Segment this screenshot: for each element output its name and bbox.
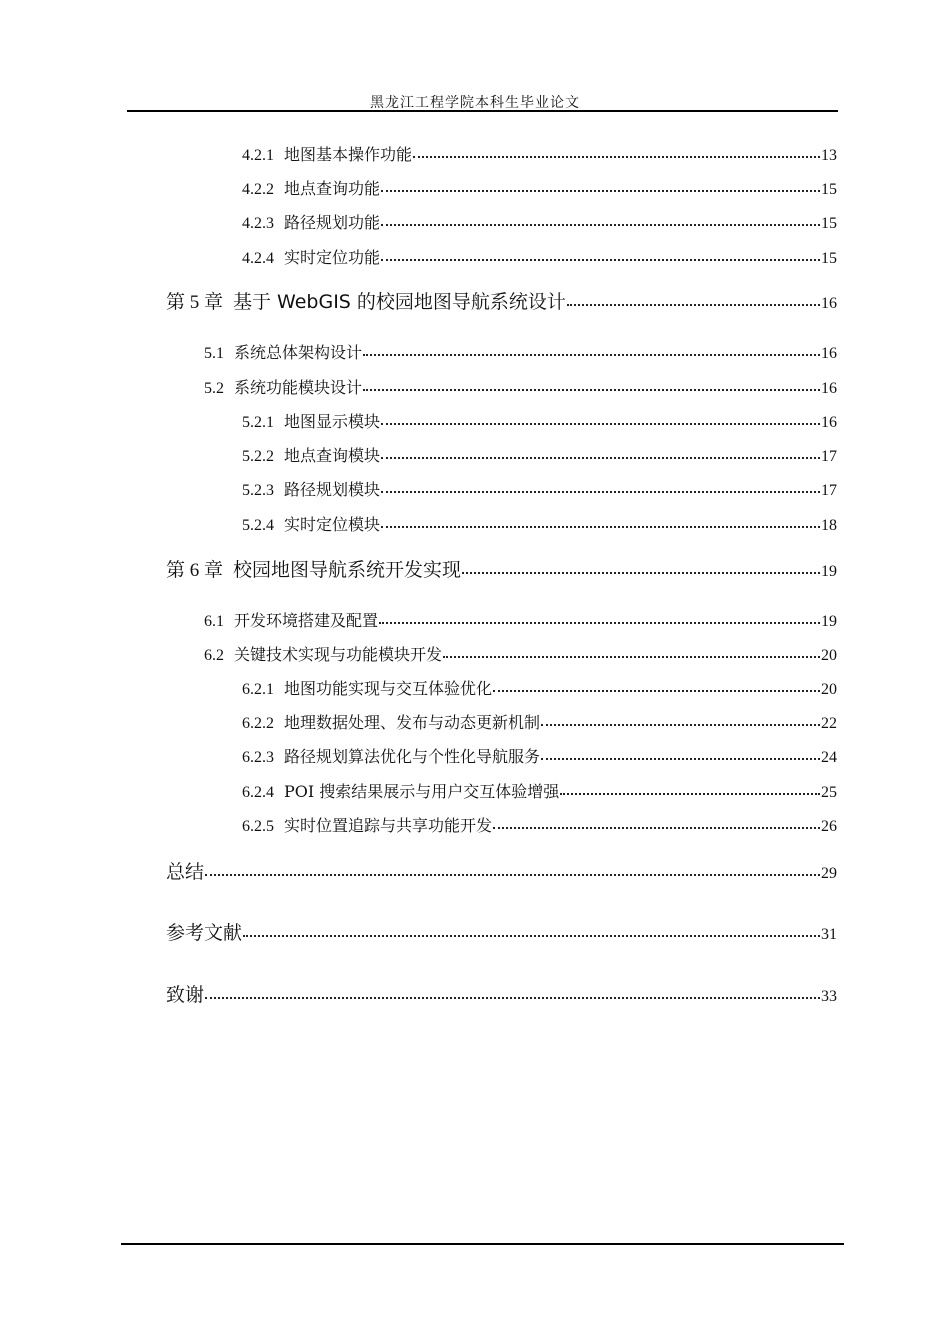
toc-entry-title: 地图基本操作功能: [284, 145, 413, 164]
toc-entry-title: 地点查询模块: [284, 446, 381, 465]
toc-entry-page: 15: [821, 181, 837, 198]
toc-entry[interactable]: [166, 561, 837, 580]
toc-entry-number: 5.2.4: [242, 517, 274, 534]
toc-entry-title: 实时定位功能: [284, 248, 381, 267]
toc-entry[interactable]: [166, 986, 837, 1005]
toc-entry[interactable]: [242, 414, 837, 431]
toc-entry-page: 31: [821, 926, 837, 943]
toc-entry-page: 29: [821, 865, 837, 882]
toc-entry-page: 26: [821, 818, 837, 835]
toc-entry-number: 4.2.1: [242, 147, 274, 164]
toc-entry-number: 第 5 章: [166, 292, 224, 313]
toc-entry-page: 17: [821, 448, 837, 465]
toc-entry-page: 20: [821, 647, 837, 664]
toc-entry[interactable]: [242, 715, 837, 732]
toc-entry[interactable]: [242, 147, 837, 164]
toc-dot-leader: [413, 156, 820, 158]
toc-entry-number: 第 6 章: [166, 560, 224, 581]
toc-entry[interactable]: [242, 482, 837, 499]
toc-entry[interactable]: [242, 181, 837, 198]
toc-entry-page: 15: [821, 215, 837, 232]
toc-entry[interactable]: [166, 863, 837, 882]
toc-entry-title: 地图显示模块: [284, 412, 381, 431]
toc-entry-page: 25: [821, 784, 837, 801]
toc-entry-number: 5.2.3: [242, 482, 274, 499]
toc-entry[interactable]: [242, 749, 837, 766]
toc-entry-page: 16: [821, 380, 837, 397]
toc-dot-leader: [381, 457, 820, 459]
toc-entry[interactable]: [242, 517, 837, 534]
toc-entry-title: 基于 WebGIS 的校园地图导航系统设计: [233, 291, 566, 313]
toc-dot-leader: [381, 224, 820, 226]
toc-entry[interactable]: [166, 293, 837, 312]
toc-entry[interactable]: [204, 647, 837, 664]
toc-entry-number: 6.2.5: [242, 818, 274, 835]
toc-entry-title: 路径规划算法优化与个性化导航服务: [284, 747, 541, 766]
toc-entry-title: 地图功能实现与交互体验优化: [284, 679, 493, 698]
toc-entry-number: 6.2.3: [242, 749, 274, 766]
toc-entry[interactable]: [242, 818, 837, 835]
toc-entry-number: 5.1: [204, 345, 224, 362]
toc-dot-leader: [363, 389, 820, 391]
toc-entry-number: 6.2.2: [242, 715, 274, 732]
toc-entry-title: POI 搜索结果展示与用户交互体验增强: [284, 782, 560, 801]
toc-entry-page: 15: [821, 250, 837, 267]
toc-dot-leader: [493, 827, 820, 829]
toc-entry[interactable]: [204, 380, 837, 397]
toc-entry-number: 6.2.1: [242, 681, 274, 698]
toc-dot-leader: [243, 935, 820, 937]
toc-dot-leader: [381, 491, 820, 493]
toc-entry-title: 地理数据处理、发布与动态更新机制: [284, 713, 541, 732]
toc-entry-page: 24: [821, 749, 837, 766]
header-rule: [127, 110, 838, 112]
toc-entry-number: 4.2.2: [242, 181, 274, 198]
toc-entry-number: 6.1: [204, 613, 224, 630]
toc-entry-number: 4.2.3: [242, 215, 274, 232]
toc-entry[interactable]: [242, 448, 837, 465]
toc-dot-leader: [493, 690, 820, 692]
toc-entry[interactable]: [204, 613, 837, 630]
toc-entry-title: 路径规划模块: [284, 480, 381, 499]
toc-entry-title: 系统总体架构设计: [234, 343, 363, 362]
toc-entry-number: 5.2.2: [242, 448, 274, 465]
toc-dot-leader: [541, 724, 820, 726]
toc-entry-page: 16: [821, 414, 837, 431]
toc-dot-leader: [205, 997, 820, 999]
toc-entry-title: 校园地图导航系统开发实现: [233, 559, 462, 581]
toc-entry-title: 总结: [166, 861, 205, 883]
toc-entry-page: 18: [821, 517, 837, 534]
toc-entry-page: 22: [821, 715, 837, 732]
footer-rule: [121, 1243, 844, 1245]
toc-dot-leader: [567, 304, 820, 306]
toc-entry-page: 19: [821, 613, 837, 630]
toc-entry-title: 开发环境搭建及配置: [234, 611, 379, 630]
toc-entry-page: 16: [821, 295, 837, 312]
toc-entry-page: 33: [821, 988, 837, 1005]
toc-entry[interactable]: [242, 784, 837, 801]
toc-entry-title: 实时位置追踪与共享功能开发: [284, 816, 493, 835]
toc-entry-title: 路径规划功能: [284, 213, 381, 232]
running-header: 黑龙江工程学院本科生毕业论文: [370, 95, 580, 111]
toc-entry-page: 19: [821, 563, 837, 580]
toc-dot-leader: [363, 354, 820, 356]
toc-dot-leader: [462, 572, 820, 574]
toc-entry-number: 4.2.4: [242, 250, 274, 267]
toc-entry-page: 16: [821, 345, 837, 362]
toc-entry[interactable]: [242, 681, 837, 698]
toc-dot-leader: [381, 190, 820, 192]
toc-entry-number: 6.2: [204, 647, 224, 664]
toc-entry[interactable]: [242, 215, 837, 232]
toc-dot-leader: [205, 874, 820, 876]
toc-entry-number: 6.2.4: [242, 784, 274, 801]
toc-entry-title: 系统功能模块设计: [234, 378, 363, 397]
toc-entry-page: 20: [821, 681, 837, 698]
toc-dot-leader: [379, 622, 820, 624]
toc-entry-number: 5.2.1: [242, 414, 274, 431]
toc-dot-leader: [381, 423, 820, 425]
toc-dot-leader: [443, 656, 820, 658]
toc-entry-page: 17: [821, 482, 837, 499]
toc-entry[interactable]: [166, 924, 837, 943]
toc-dot-leader: [381, 526, 820, 528]
toc-entry-number: 5.2: [204, 380, 224, 397]
toc-entry-title: 关键技术实现与功能模块开发: [234, 645, 443, 664]
toc-entry[interactable]: [204, 345, 837, 362]
toc-entry-page: 13: [821, 147, 837, 164]
toc-dot-leader: [541, 758, 820, 760]
toc-entry-title: 实时定位模块: [284, 515, 381, 534]
toc-entry-title: 地点查询功能: [284, 179, 381, 198]
toc-dot-leader: [381, 259, 820, 261]
toc-entry-title: 致谢: [166, 984, 205, 1006]
toc-entry-title: 参考文献: [166, 922, 243, 944]
toc-dot-leader: [560, 793, 820, 795]
toc-entry[interactable]: [242, 250, 837, 267]
